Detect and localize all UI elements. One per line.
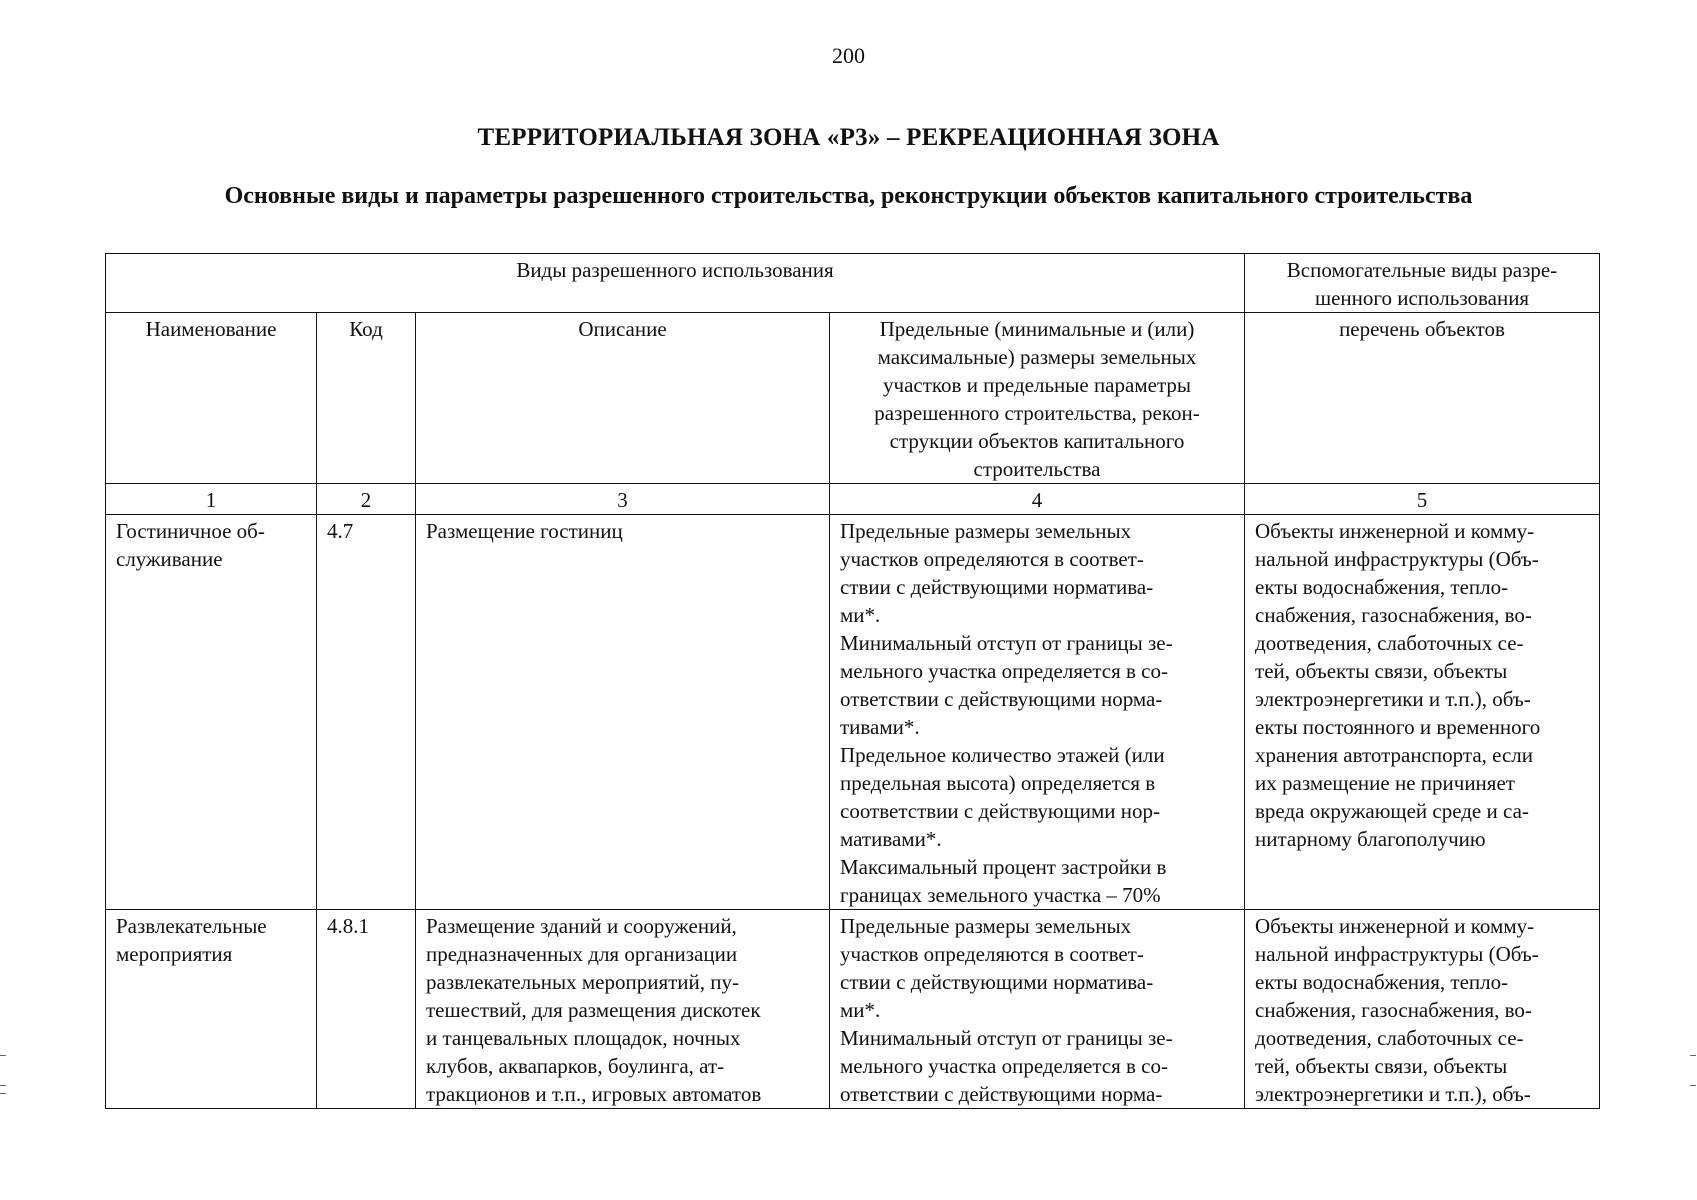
scan-margin-mark bbox=[0, 1085, 6, 1086]
group-header-row bbox=[106, 254, 1600, 313]
row-objects: Объекты инженерной и комму- нальной инфраструктуры (Объ- екты водоснабжения, тепло- снабжения, газоснабжения, во- доотведения, слаботочных се- тей, объекты связи, объекты электроэнергетики и т.п.), объ- екты постоянного и временного хранения автотранспорта, если их размещение не причиняет вреда окружающей среде и са- нитарному благополучию bbox=[1245, 515, 1600, 910]
row-description: Размещение гостиниц bbox=[416, 515, 830, 910]
row-objects: Объекты инженерной и комму- нальной инфраструктуры (Объ- екты водоснабжения, тепло- снабжения, газоснабжения, во- доотведения, слаботочных се- тей, объекты связи, объекты электроэнергетики и т.п.), объ- bbox=[1245, 910, 1600, 1109]
group-header-main bbox=[106, 254, 1245, 313]
row-name: Гостиничное об- служивание bbox=[106, 515, 317, 910]
col-header-objects: перечень объектов bbox=[1245, 313, 1600, 484]
row-code: 4.8.1 bbox=[317, 910, 416, 1109]
table-row bbox=[106, 515, 1600, 910]
table-row bbox=[106, 910, 1600, 1109]
col-header-description: Описание bbox=[416, 313, 830, 484]
page-number: 200 bbox=[832, 43, 865, 68]
col-number-5: 5 bbox=[1245, 484, 1600, 515]
zoning-table bbox=[105, 253, 1600, 1109]
col-header-name: Наименование bbox=[106, 313, 317, 484]
scan-margin-mark bbox=[1690, 1085, 1696, 1086]
scan-margin-mark bbox=[0, 1093, 6, 1094]
col-header-limits: Предельные (минимальные и (или) максимальные) размеры земельных участков и предельные параметры разрешенного строительства, рекон- струкции объектов капитального строительства bbox=[830, 313, 1245, 484]
column-number-row bbox=[106, 484, 1600, 515]
row-limits: Предельные размеры земельных участков определяются в соответ- ствии с действующими норматива- ми*. Минимальный отступ от границы зе- мельного участка определяется в со- ответствии с действующими норма- тивами*. Предельное количество этажей (или предельная высота) определяется в соответствии с действующими нор- мативами*. Максимальный процент застройки в границах земельного участка – 70% bbox=[830, 515, 1245, 910]
col-number-2: 2 bbox=[317, 484, 416, 515]
col-header-code: Код bbox=[317, 313, 416, 484]
col-number-4: 4 bbox=[830, 484, 1245, 515]
page-title: ТЕРРИТОРИАЛЬНАЯ ЗОНА «Р3» – РЕКРЕАЦИОННАЯ ЗОНА bbox=[477, 124, 1220, 151]
row-name: Развлекательные мероприятия bbox=[106, 910, 317, 1109]
col-number-3: 3 bbox=[416, 484, 830, 515]
row-code: 4.7 bbox=[317, 515, 416, 910]
row-limits: Предельные размеры земельных участков определяются в соответ- ствии с действующими норматива- ми*. Минимальный отступ от границы зе- мельного участка определяется в со- ответствии с действующими норма- bbox=[830, 910, 1245, 1109]
scan-margin-mark bbox=[1690, 1055, 1696, 1056]
group-header-auxiliary: Вспомогательные виды разре- шенного использования bbox=[1245, 254, 1600, 313]
row-description: Размещение зданий и сооружений, предназначенных для организации развлекательных мероприятий, пу- тешествий, для размещения дискотек и танцевальных площадок, ночных клубов, аквапарков, боулинга, ат- тракционов и т.п., игровых автоматов bbox=[416, 910, 830, 1109]
page-subtitle: Основные виды и параметры разрешенного строительства, реконструкции объектов капитального строительства bbox=[224, 183, 1473, 209]
scan-margin-mark bbox=[0, 1055, 6, 1056]
group-header-main-label: Виды разрешенного использования bbox=[516, 258, 834, 282]
col-number-1: 1 bbox=[106, 484, 317, 515]
column-header-row bbox=[106, 313, 1600, 484]
